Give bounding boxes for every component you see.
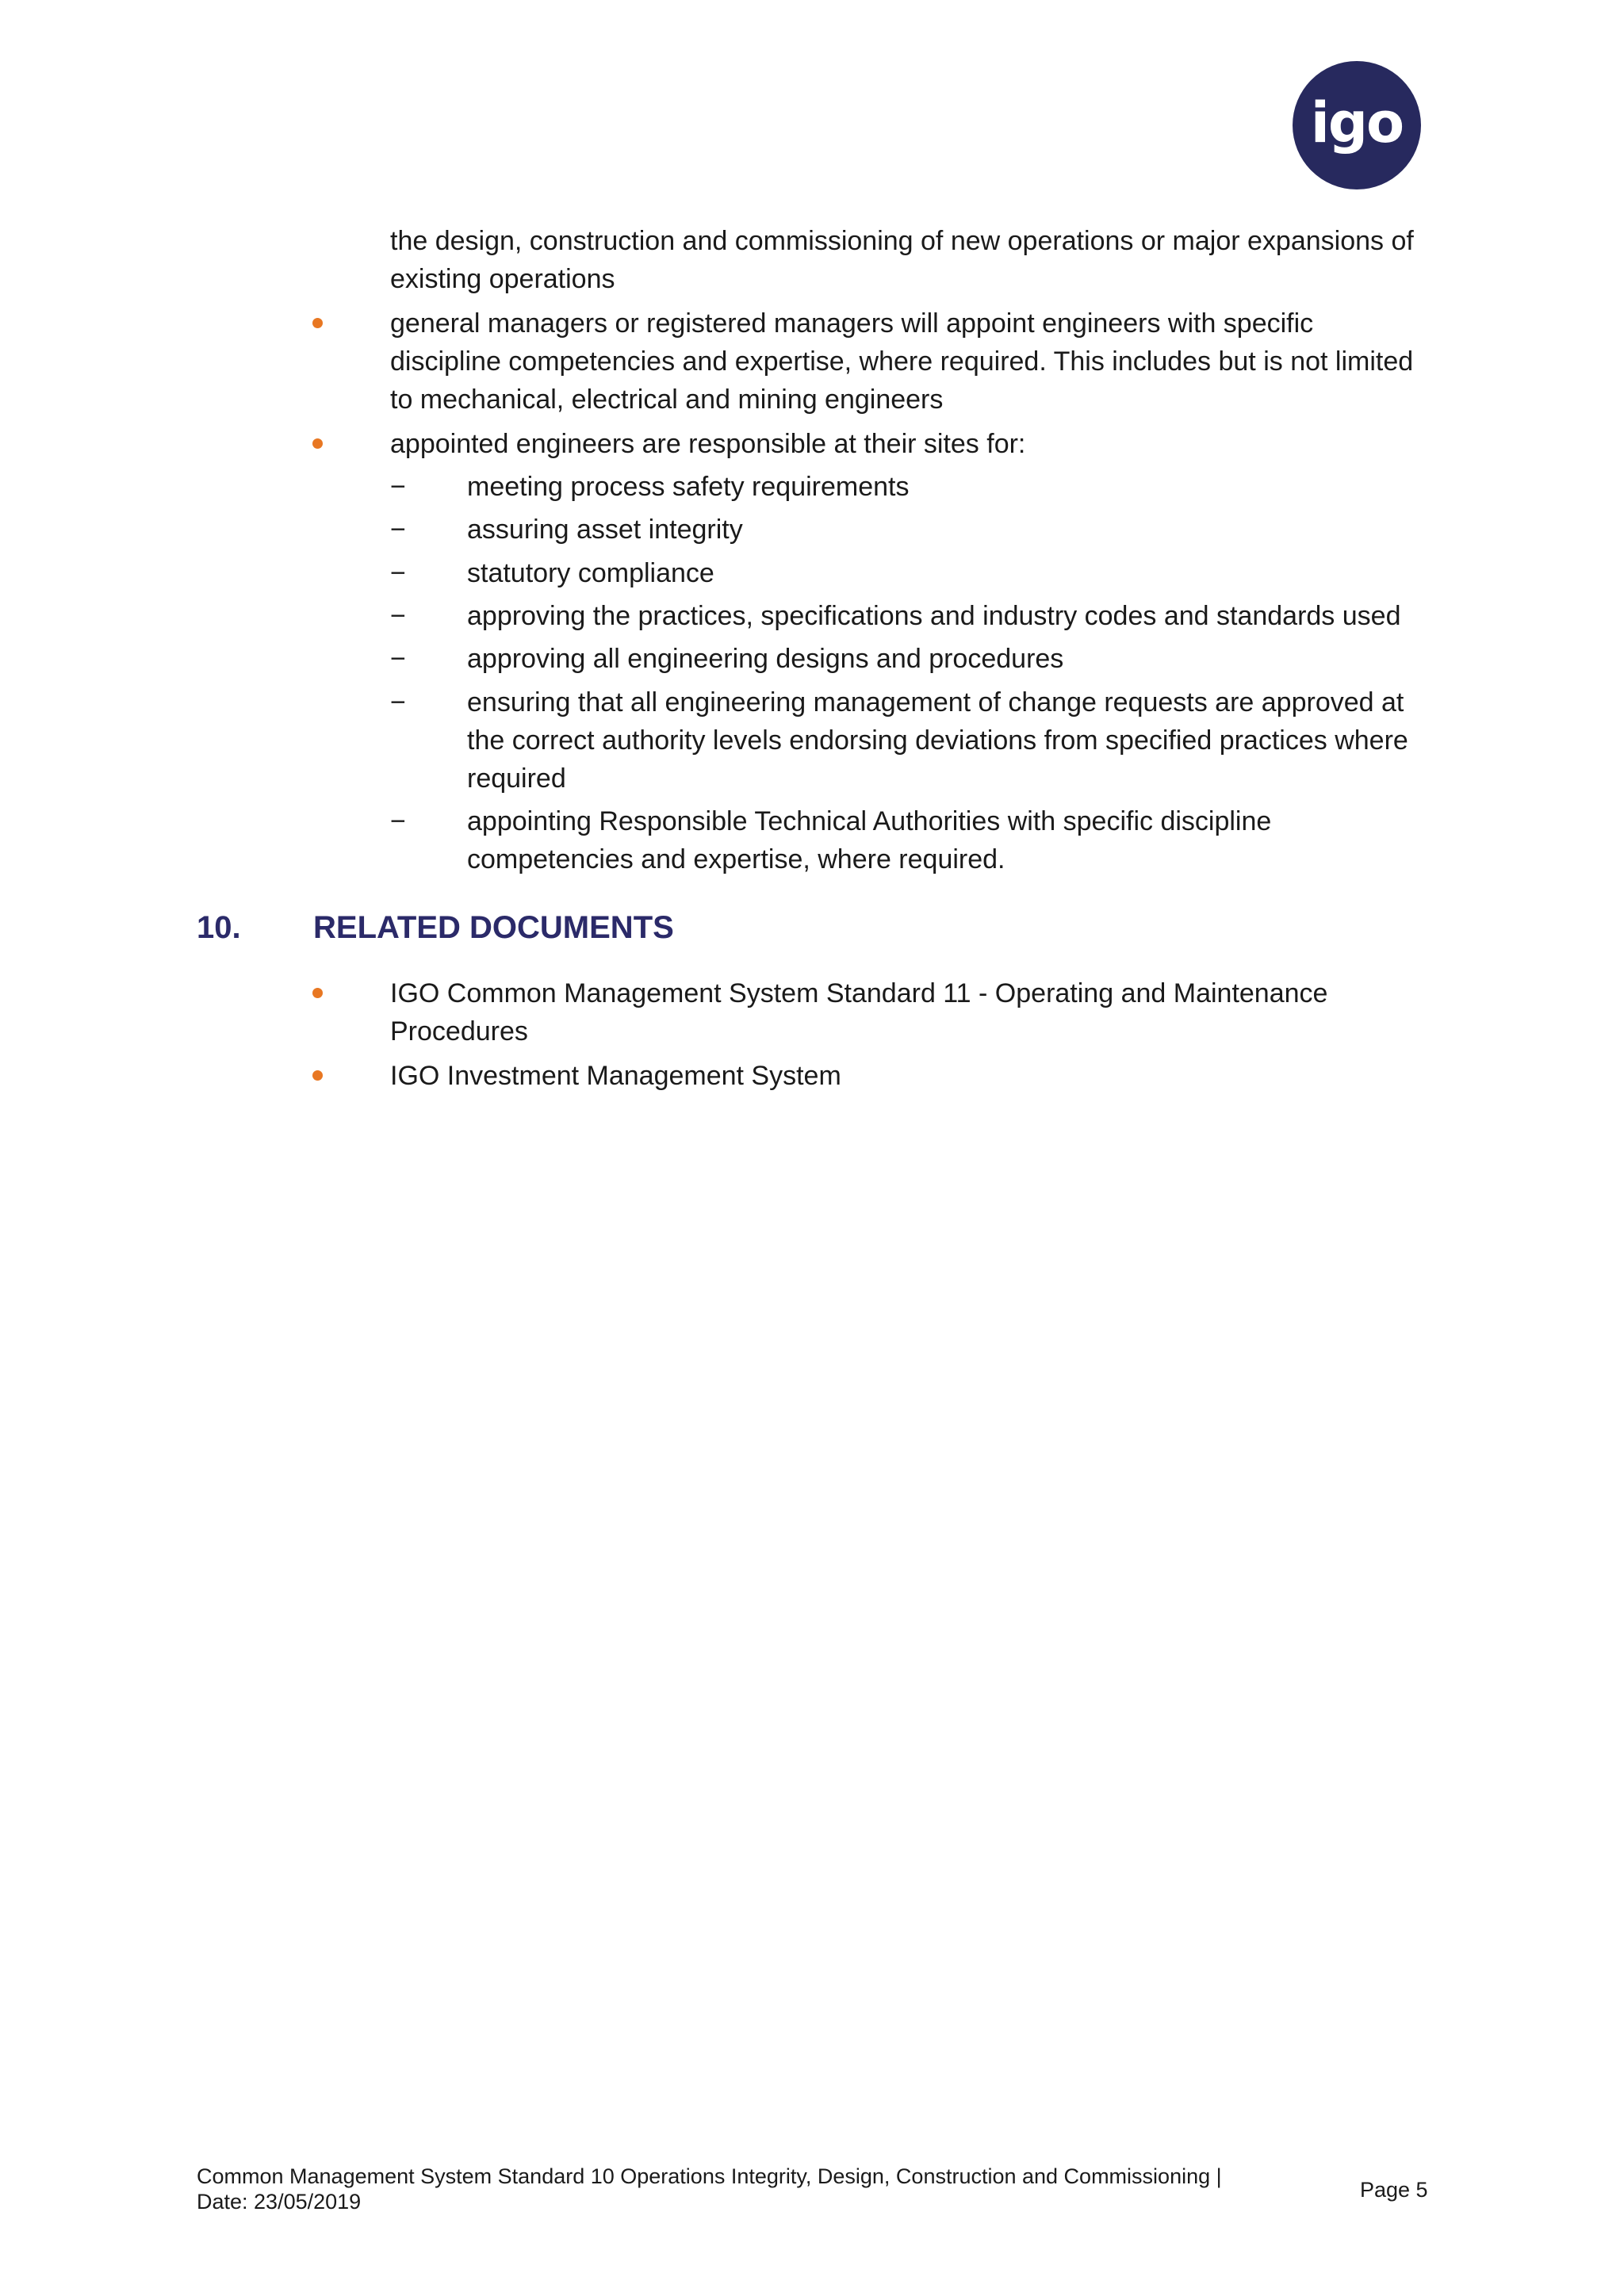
bullet-text: to mechanical, electrical and mining engineers [390, 385, 944, 415]
dash-icon: − [390, 515, 406, 545]
igo-logo [1293, 61, 1421, 189]
bullet-icon [312, 318, 323, 328]
related-doc-text: IGO Investment Management System [390, 1061, 841, 1091]
dash-icon: − [390, 687, 406, 718]
related-doc-text: Procedures [390, 1016, 528, 1047]
bullet-icon [312, 1070, 323, 1081]
footer-title: Common Management System Standard 10 Operations Integrity, Design, Construction and Commissioning | [197, 2164, 1222, 2188]
bullet-text: discipline competencies and expertise, where required. This includes but is not limited [390, 346, 1414, 377]
related-doc-text: IGO Common Management System Standard 11 - Operating and Maintenance [390, 978, 1328, 1008]
logo-text: igo [1310, 90, 1404, 155]
sub-item-text: statutory compliance [467, 558, 714, 588]
footer-date: Date: 23/05/2019 [197, 2190, 362, 2214]
sub-item-text: required [467, 763, 566, 794]
continuation-line-1: the design, construction and commissioning of new operations or major expansions of [390, 226, 1414, 256]
sub-item-text: assuring asset integrity [467, 515, 743, 545]
bullet-icon [312, 988, 323, 998]
sub-item-text: ensuring that all engineering management of change requests are approved at [467, 687, 1404, 718]
sub-item-text: appointing Responsible Technical Authorities with specific discipline [467, 806, 1272, 836]
sub-item-text: the correct authority levels endorsing deviations from specified practices where [467, 725, 1408, 756]
section-number: 10. [197, 910, 241, 945]
dash-icon: − [390, 601, 406, 631]
bullet-icon [312, 438, 323, 449]
sub-item-text: approving the practices, specifications and industry codes and standards used [467, 601, 1401, 631]
page-number: Page 5 [1360, 2178, 1428, 2202]
dash-icon: − [390, 472, 406, 502]
sub-item-text: approving all engineering designs and procedures [467, 644, 1064, 674]
section-title: RELATED DOCUMENTS [313, 910, 674, 945]
sub-item-text: meeting process safety requirements [467, 472, 910, 502]
bullet-text: appointed engineers are responsible at their sites for: [390, 429, 1026, 459]
dash-icon: − [390, 806, 406, 836]
dash-icon: − [390, 558, 406, 588]
continuation-line-2: existing operations [390, 264, 615, 294]
sub-item-text: competencies and expertise, where required. [467, 844, 1005, 874]
dash-icon: − [390, 644, 406, 674]
bullet-text: general managers or registered managers will appoint engineers with specific [390, 308, 1314, 339]
